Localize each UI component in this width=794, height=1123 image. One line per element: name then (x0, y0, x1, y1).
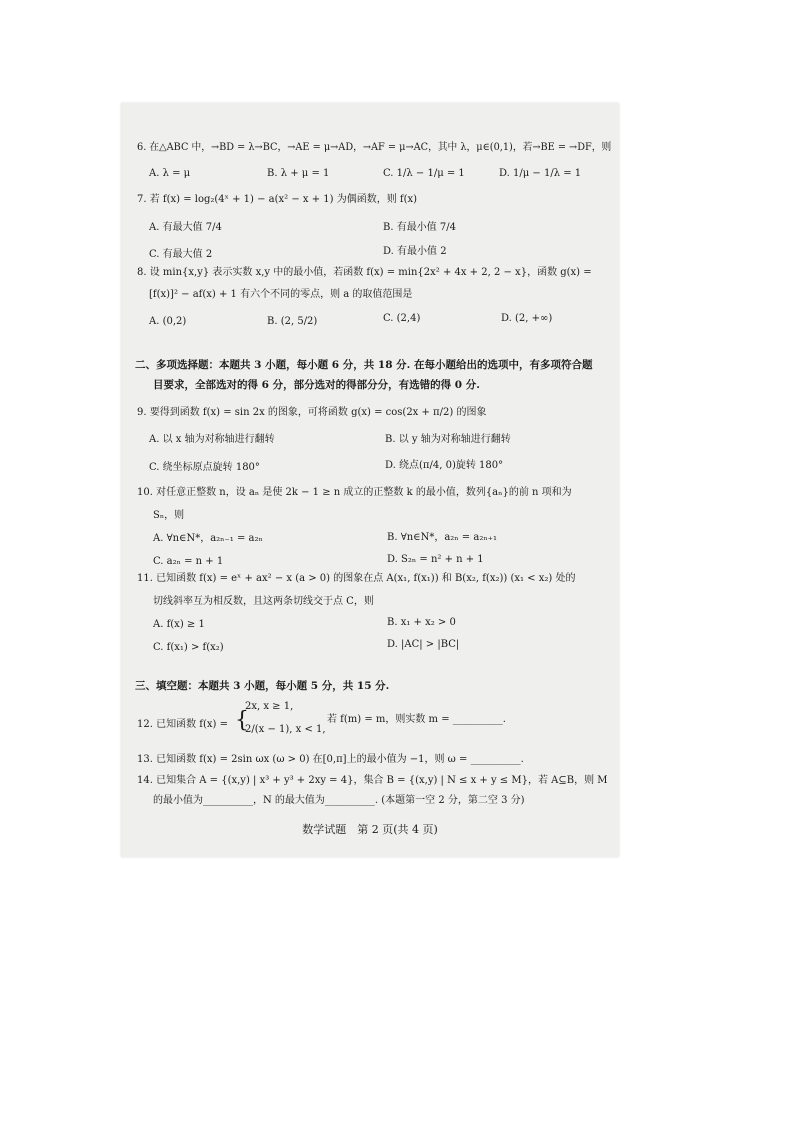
q9-option-c: C. 绕坐标原点旋转 180° (149, 462, 260, 473)
q11-stem-line1: 11. 已知函数 f(x) = eˣ + ax² − x (a > 0) 的图象在点 A(x₁, f(x₁)) 和 B(x₂, f(x₂)) (x₁ < x₂) 处的 (137, 573, 576, 584)
q10-option-a: A. ∀n∈N*，a₂ₙ₋₁ = a₂ₙ (153, 533, 263, 544)
q10-option-c: C. a₂ₙ = n + 1 (153, 556, 224, 567)
q8-stem-line1: 8. 设 min{x,y} 表示实数 x,y 中的最小值，若函数 f(x) = min{2x² + 4x + 2, 2 − x}，函数 g(x) = (137, 267, 592, 278)
q6-option-d: D. 1/μ − 1/λ = 1 (499, 168, 582, 179)
q11-option-a: A. f(x) ≥ 1 (153, 619, 205, 630)
q7-option-c: C. 有最大值 2 (149, 249, 213, 260)
q10-stem-line2: Sₙ，则 (153, 510, 185, 521)
q10-option-b: B. ∀n∈N*，a₂ₙ = a₂ₙ₊₁ (387, 532, 497, 543)
q8-stem-line2: [f(x)]² − af(x) + 1 有六个不同的零点，则 a 的取值范围是 (149, 289, 413, 300)
q7-option-b: B. 有最小值 7/4 (383, 222, 456, 233)
section-2-heading-cont: 目要求，全部选对的得 6 分，部分选对的得部分分，有选错的得 0 分. (153, 379, 480, 391)
q7-option-d: D. 有最小值 2 (383, 246, 447, 257)
q11-stem-line2: 切线斜率互为相反数，且这两条切线交于点 C，则 (153, 596, 374, 607)
q6-option-c: C. 1/λ − 1/μ = 1 (383, 168, 465, 179)
q13-stem: 13. 已知函数 f(x) = 2sin ωx (ω > 0) 在[0,π]上的最小值为 −1，则 ω = __________. (137, 754, 524, 765)
section-3-heading: 三、填空题：本题共 3 小题，每小题 5 分，共 15 分. (135, 680, 390, 692)
q10-stem-line1: 10. 对任意正整数 n，设 aₙ 是使 2k − 1 ≥ n 成立的正整数 k 的最小值，数列{aₙ}的前 n 项和为 (137, 487, 572, 498)
q8-option-c: C. (2,4) (383, 313, 421, 324)
page-footer: 数学试题 第 2 页(共 4 页) (302, 823, 438, 836)
q8-option-a: A. (0,2) (149, 316, 187, 327)
q9-option-d: D. 绕点(π/4, 0)旋转 180° (385, 460, 504, 471)
q14-stem-line1: 14. 已知集合 A = {(x,y) | x³ + y³ + 2xy = 4}，集合 B = {(x,y) | N ≤ x + y ≤ M}，若 A⊆B，则 M (137, 775, 608, 786)
q14-stem-line2: 的最小值为__________，N 的最大值为__________. (本题第一空 2 分，第二空 3 分) (153, 795, 525, 806)
exam-page (121, 103, 619, 857)
q6-stem: 6. 在△ABC 中，→BD = λ→BC，→AE = μ→AD，→AF = μ→AC，其中 λ，μ∈(0,1)，若→BE = →DF，则 (137, 142, 612, 153)
section-2-heading: 二、多项选择题：本题共 3 小题，每小题 6 分，共 18 分. 在每小题给出的选项中，有多项符合题 (135, 359, 593, 371)
q6-option-a: A. λ = μ (149, 168, 191, 179)
q9-option-b: B. 以 y 轴为对称轴进行翻转 (385, 434, 511, 445)
q10-option-d: D. S₂ₙ = n² + n + 1 (387, 554, 484, 565)
q12-brace: { (235, 708, 249, 733)
q6-option-b: B. λ + μ = 1 (267, 168, 330, 179)
q12-suffix: 若 f(m) = m，则实数 m = __________. (327, 714, 506, 725)
q12-prefix: 12. 已知函数 f(x) = (137, 719, 228, 730)
q9-option-a: A. 以 x 轴为对称轴进行翻转 (149, 434, 275, 445)
q11-option-b: B. x₁ + x₂ > 0 (387, 617, 456, 628)
q12-case-2: 2/(x − 1), x < 1, (245, 724, 326, 735)
q11-option-d: D. |AC| > |BC| (387, 639, 460, 650)
q11-option-c: C. f(x₁) > f(x₂) (153, 642, 224, 653)
q12-case-1: 2x, x ≥ 1, (245, 701, 294, 712)
q7-option-a: A. 有最大值 7/4 (149, 222, 222, 233)
q8-option-d: D. (2, +∞) (501, 313, 553, 324)
q9-stem: 9. 要得到函数 f(x) = sin 2x 的图象，可将函数 g(x) = cos(2x + π/2) 的图象 (137, 407, 487, 418)
q8-option-b: B. (2, 5/2) (267, 316, 318, 327)
q7-stem: 7. 若 f(x) = log₂(4ˣ + 1) − a(x² − x + 1) 为偶函数，则 f(x) (137, 194, 418, 205)
